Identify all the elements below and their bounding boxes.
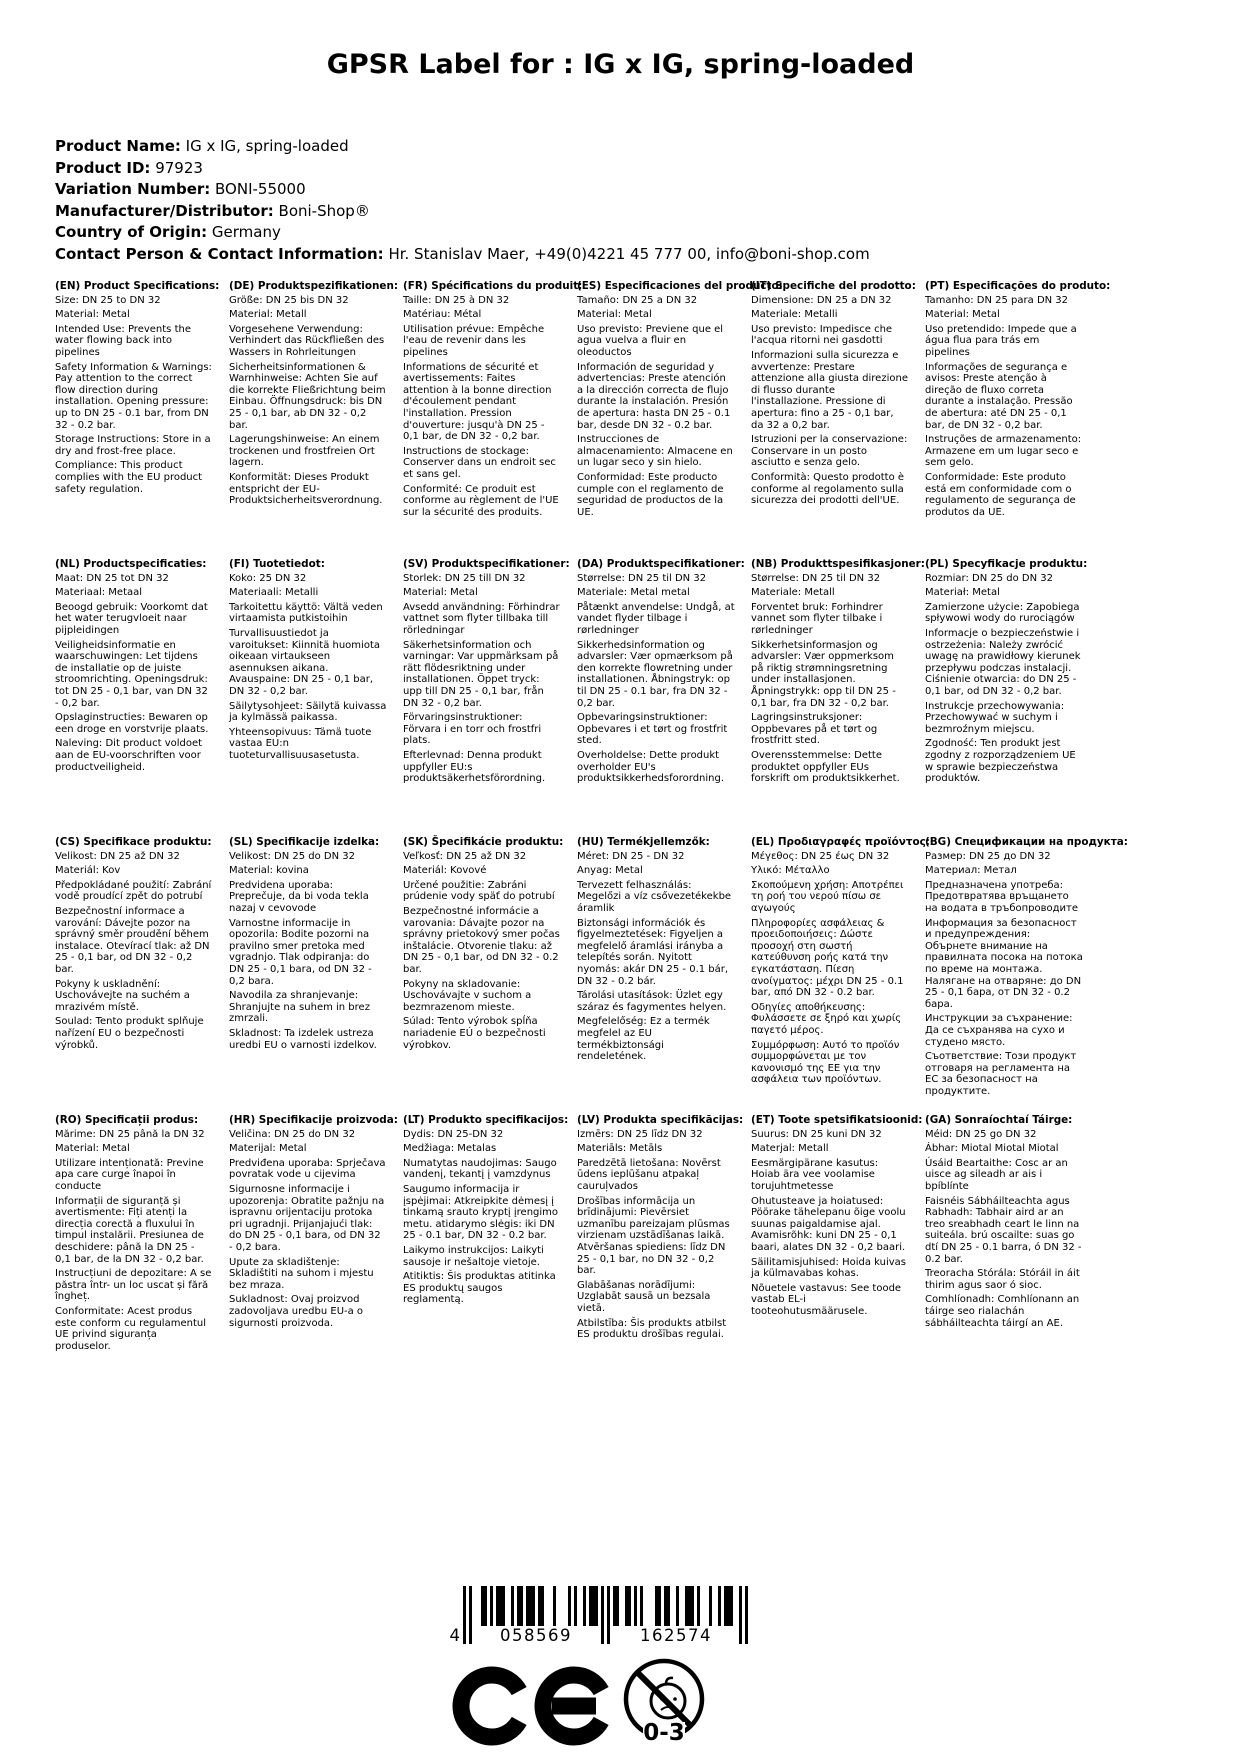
spec-paragraph: Material: Metal [403, 587, 478, 599]
spec-paragraph: Předpokládané použití: Zabrání vodě proudící zpět do potrubí [55, 879, 212, 903]
spec-title: (RO) Specificații produs: [55, 1114, 199, 1126]
spec-paragraph: Upute za skladištenje: Skladištiti na suhom i mjestu bez mraza. [229, 1256, 374, 1291]
spec-title: (EL) Προδιαγραφές προϊόντος: [751, 836, 930, 848]
spec-paragraph: Paredzētā lietošana: Novērst ūdens ieplūšanu atpakaļ cauruļvados [577, 1157, 721, 1192]
spec-paragraph: Naleving: Dit product voldoet aan de EU-voorschriften voor productveiligheid. [55, 738, 203, 773]
spec-block-sv [403, 558, 570, 837]
spec-paragraph: Bezpečnostné informácie a varovania: Dávajte pozor na správny prietokový smer počas inštalácie. Otvorenie tlaku: až DN 25 - 0,1 bar, od DN 32 - 0.2 bar. [403, 905, 560, 975]
spec-block-sk [403, 836, 564, 1115]
spec-paragraph: Yhteensopivuus: Tämä tuote vastaa EU:n tuoteturvallisuusasetusta. [229, 726, 372, 761]
spec-block-nl [55, 559, 213, 837]
product-info-value: Boni-Shop® [273, 201, 370, 220]
spec-paragraph: Sigurnosne informacije i upozorenja: Obratite pažnju na ispravnu orijentaciju protoka pri ugradnji. Prijanjajući tlak: do DN 25 - 0,1 bara, od DN 32 - 0,2 bara. [229, 1183, 385, 1253]
spec-paragraph: Συμμόρφωση: Αυτό το προϊόν συμμορφώνεται με τον κανονισμό της ΕΕ για την ασφάλεια των προϊόντων. [751, 1039, 900, 1086]
spec-block-da [577, 558, 745, 837]
spec-paragraph: Conformidade: Este produto está em conformidade com o regulamento de segurança de produtos da UE. [925, 471, 1076, 518]
product-info-line [55, 222, 870, 244]
spec-paragraph: Safety Information & Warnings: Pay attention to the correct flow direction during installation. Opening pressure: up to DN 25 - 0.1 bar, from DN 32 - 0.2 bar. [55, 361, 212, 431]
spec-paragraph: Πληροφορίες ασφάλειας & προειδοποιήσεις: Δώστε προσοχή στη σωστή κατεύθυνση ροής κατά την εγκατάσταση. Πίεση ανοίγματος: μέχρι DN 25 - 0.1 bar, από DN 32 - 0.2 bar. [751, 917, 904, 999]
product-info-line [55, 244, 870, 266]
spec-paragraph: Konformität: Dieses Produkt entspricht der EU-Produktsicherheitsverordnung. [229, 471, 383, 507]
product-info-label: Variation Number: [55, 180, 211, 198]
spec-paragraph: Glabāšanas norādījumi: Uzglabāt sausā un bezsala vietā. [577, 1279, 711, 1314]
spec-paragraph: Conformitate: Acest produs este conform cu regulamentul UE privind siguranța produselor. [55, 1305, 206, 1352]
spec-block-et [751, 1114, 923, 1393]
spec-title: (BG) Спецификации на продукта: [925, 836, 1128, 848]
spec-paragraph: Vorgesehene Verwendung: Verhindert das Rückfließen des Wassers in Rohrleitungen [229, 323, 385, 358]
spec-block-de [229, 280, 398, 559]
spec-paragraph: Sikkerhedsinformation og advarsler: Vær opmærksom på den korrekte flowretning under installationen. Åbningstryk: op til DN 25 - 0.1 bar, fra DN 32 - 0,2 bar. [577, 639, 733, 709]
spec-block-fi [229, 559, 387, 837]
spec-paragraph: Material: Metal [55, 309, 130, 321]
spec-paragraph: Numatytas naudojimas: Saugo vandenį, tekantį į vamzdynus [403, 1157, 557, 1181]
spec-paragraph: Conformidad: Este producto cumple con el reglamento de seguridad de productos de la UE. [577, 471, 724, 518]
spec-block-bg [925, 836, 1128, 1115]
spec-paragraph: Uso pretendido: Impede que a água flua para trás em pipelines [925, 323, 1077, 358]
spec-paragraph: Säilytysohjeet: Säilytä kuivassa ja kylmässä paikassa. [229, 700, 387, 724]
spec-paragraph: Οδηγίες αποθήκευσης: Φυλάσσετε σε ξηρό και χωρίς παγετό μέρος. [751, 1001, 902, 1036]
spec-paragraph: Avsedd användning: Förhindrar vattnet som flyter tillbaka till rörledningar [403, 601, 560, 636]
barcode-first-digit: 4 [449, 1626, 460, 1645]
spec-paragraph: Инструкции за съхранение: Да се съхранява на сухо и студено място. [925, 1013, 1073, 1048]
spec-paragraph: Materijal: Metal [229, 1143, 307, 1155]
spec-paragraph: Materiał: Metal [925, 587, 1000, 599]
spec-paragraph: Veľkosť: DN 25 až DN 32 [403, 850, 527, 862]
spec-paragraph: Материал: Метал [925, 865, 1017, 877]
spec-block-en [55, 280, 220, 559]
spec-paragraph: Materiál: Kovové [403, 865, 487, 877]
spec-block-hr [229, 1114, 398, 1393]
product-info-label: Product Name: [55, 137, 181, 155]
spec-paragraph: Bezpečnostní informace a varování: Dávejte pozor na správný směr proudění během instalace. Otevírací tlak: až DN 25 - 0,1 bar, od DN 32 - 0,2 bar. [55, 905, 210, 975]
spec-block-ro [55, 1115, 213, 1393]
spec-paragraph: Material: Metal [577, 309, 652, 321]
page-title: GPSR Label for : IG x IG, spring-loaded [326, 49, 915, 80]
spec-paragraph: Material: Metal [55, 1143, 130, 1155]
spec-paragraph: Určené použitie: Zabráni prúdenie vody späť do potrubí [403, 879, 555, 903]
spec-paragraph: Nõuetele vastavus: See toode vastab EL-i tooteohutusmäärusele. [751, 1282, 902, 1317]
spec-paragraph: Pokyny k uskladnění: Uschovávejte na suchém a mrazivém místě. [55, 978, 190, 1013]
spec-paragraph: Instructions de stockage: Conserver dans un endroit sec et sans gel. [403, 445, 556, 480]
spec-paragraph: Størrelse: DN 25 til DN 32 [577, 572, 707, 584]
spec-paragraph: Informazioni sulla sicurezza e avvertenze: Prestare attenzione alla giusta direzione di flusso durante l'installazione. Pressione di apertura: fino a 25 - 0,1 bar, da 32 a 0,2 bar. [751, 349, 908, 431]
spec-paragraph: Tamaño: DN 25 a DN 32 [577, 294, 698, 306]
spec-paragraph: Σκοπούμενη χρήση: Αποτρέπει τη ροή του νερού πίσω σε αγωγούς [751, 879, 904, 914]
spec-title: (ES) Especificaciones del producto: [577, 280, 783, 292]
spec-paragraph: Soulad: Tento produkt splňuje nařízení EU o bezpečnosti výrobků. [55, 1016, 204, 1051]
product-info-value: Hr. Stanislav Maer, +49(0)4221 45 777 00, info@boni-shop.com [383, 244, 870, 263]
spec-paragraph: Materiale: Metalli [751, 309, 838, 321]
spec-paragraph: Turvallisuustiedot ja varoitukset: Kiinnitä huomiota oikeaan virtaukseen asennuksen aikana. Avauspaine: DN 25 - 0,1 bar, DN 32 - 0,2 bar. [229, 627, 380, 697]
spec-paragraph: Zamierzone użycie: Zapobiega spływowi wody do rurociągów [925, 601, 1080, 625]
spec-title: (SK) Špecifikácie produktu: [403, 836, 564, 848]
spec-block-nb [751, 558, 925, 837]
product-info-line [55, 201, 870, 223]
spec-paragraph: Predviđena uporaba: Sprječava povratak vode u cijevima [229, 1157, 386, 1181]
product-info-value: IG x IG, spring-loaded [180, 137, 349, 155]
spec-paragraph: Beoogd gebruik: Voorkomt dat het water terugvloeit naar pijpleidingen [55, 601, 208, 636]
spec-paragraph: Instrucciones de almacenamiento: Almacene en un lugar seco y sin hielo. [577, 434, 733, 469]
product-info-label: Contact Person & Contact Information: [55, 244, 384, 263]
spec-title: (IT) Specifiche del prodotto: [751, 280, 916, 292]
spec-paragraph: Tarkoitettu käyttö: Vältä veden virtaamista putkistoihin [229, 601, 383, 625]
spec-paragraph: Koko: 25 DN 32 [229, 572, 307, 584]
spec-paragraph: Предназначена употреба: Предотвратява връщането на водата в тръбопроводите [925, 879, 1079, 914]
spec-paragraph: Anyag: Metal [577, 865, 643, 877]
spec-title: (ET) Toote spetsifikatsioonid: [751, 1114, 923, 1126]
spec-title: (SL) Specifikacije izdelka: [229, 836, 380, 848]
spec-paragraph: Zgodność: Ten produkt jest zgodny z rozporządzeniem UE w sprawie bezpieczeństwa produktów. [925, 738, 1076, 785]
barcode-left-group: 058569 [500, 1626, 572, 1645]
spec-title: (PT) Especificações do produto: [925, 280, 1111, 292]
spec-paragraph: Forventet bruk: Forhindrer vannet som flyter tilbake i rørledninger [751, 601, 883, 636]
spec-paragraph: Materiāls: Metāls [577, 1143, 663, 1155]
spec-paragraph: Информация за безопасност и предупреждения: Обърнете внимание на правилната посока на потока по време на монтажа. Налягане на отваряне: до DN 25 - 0,1 бара, от DN 32 - 0.2 бара. [925, 917, 1083, 1010]
spec-title: (DA) Produktspecifikationer: [577, 558, 745, 570]
spec-paragraph: Opslaginstructies: Bewaren op een droge en vorstvrije plaats. [55, 712, 209, 735]
spec-paragraph: Rozmiar: DN 25 do DN 32 [925, 572, 1053, 584]
age-warning-label: 0-3 [643, 1720, 685, 1746]
spec-paragraph: Размер: DN 25 до DN 32 [925, 850, 1051, 862]
spec-paragraph: Størrelse: DN 25 til DN 32 [751, 572, 881, 584]
product-info-value: 97923 [150, 158, 203, 177]
spec-paragraph: Predvidena uporaba: Preprečuje, da bi voda tekla nazaj v cevovode [229, 879, 369, 914]
spec-paragraph: Opbevaringsinstruktioner: Opbevares i et tørt og frostfrit sted. [577, 712, 728, 747]
barcode-right-group: 162574 [640, 1626, 712, 1645]
spec-block-pl [925, 558, 1088, 837]
spec-block-lt [403, 1114, 569, 1393]
spec-paragraph: Matériau: Métal [403, 309, 482, 321]
spec-paragraph: Ohutusteave ja hoiatused: Pöörake tähelepanu õige voolu suunas paigaldamise ajal. Avamisrõhk: kuni DN 25 - 0,1 baari, alates DN 32 - 0,2 baari. [751, 1195, 906, 1253]
spec-paragraph: Laikymo instrukcijos: Laikyti sausoje ir nešaltoje vietoje. [403, 1244, 544, 1268]
spec-paragraph: Materjal: Metall [751, 1143, 829, 1155]
spec-paragraph: Informations de sécurité et avertissements: Faites attention à la bonne direction d'écoulement pendant l'installation. Pression d'ouverture: jusqu'à DN 25 - 0,1 bar, de DN 32 - 0,2 bar. [403, 361, 552, 443]
spec-paragraph: Instrucțiuni de depozitare: A se păstra într- un loc uscat și fără îngheț. [55, 1268, 212, 1303]
spec-paragraph: Eesmärgipärane kasutus: Hoiab ära vee voolamise torujuhtmetesse [751, 1157, 879, 1192]
spec-paragraph: Größe: DN 25 bis DN 32 [229, 294, 349, 306]
spec-paragraph: Taille: DN 25 à DN 32 [403, 294, 510, 306]
compliance-marks [452, 1656, 752, 1751]
spec-paragraph: Velikost: DN 25 do DN 32 [229, 850, 355, 862]
product-info-label: Manufacturer/Distributor: [55, 201, 274, 220]
spec-paragraph: Compliance: This product complies with the EU product safety regulation. [55, 460, 203, 495]
spec-paragraph: Izmērs: DN 25 līdz DN 32 [577, 1128, 703, 1140]
spec-paragraph: Faisnéis Sábháilteachta agus Rabhadh: Tabhair aird ar an treo sreabhadh ceart le linn na suiteála. brú oscailte: suas go dtí DN 25 - 0.1 barra, ó DN 32 - 0.2 bar. [925, 1195, 1082, 1265]
spec-paragraph: Suurus: DN 25 kuni DN 32 [751, 1128, 882, 1140]
spec-paragraph: Veličina: DN 25 do DN 32 [229, 1128, 356, 1140]
ce-mark-icon [452, 1664, 612, 1748]
spec-paragraph: Skladnost: Ta izdelek ustreza uredbi EU o varnosti izdelkov. [229, 1027, 377, 1051]
spec-paragraph: Instruções de armazenamento: Armazene em um lugar seco e sem gelo. [925, 434, 1082, 469]
spec-paragraph: Utilizare intenționată: Previne apa care curge înapoi în conducte [55, 1157, 204, 1192]
spec-paragraph: Lagringsinstruksjoner: Oppbevares på et tørt og frostfritt sted. [751, 712, 878, 747]
product-info-label: Product ID: [55, 158, 151, 177]
spec-block-cs [55, 837, 213, 1115]
spec-paragraph: Tamanho: DN 25 para DN 32 [925, 294, 1069, 306]
spec-paragraph: Material: kovina [229, 865, 309, 877]
spec-paragraph: Comhlíonadh: Comhlíonann an táirge seo rialachán sábháilteachta táirgí an AE. [925, 1294, 1080, 1329]
spec-title: (GA) Sonraíochtaí Táirge: [925, 1114, 1073, 1126]
spec-paragraph: Istruzioni per la conservazione: Conservare in un posto asciutto e senza gelo. [751, 434, 908, 469]
spec-paragraph: Materiaal: Metaal [55, 587, 143, 599]
spec-paragraph: Uso previsto: Impedisce che l'acqua ritorni nei gasdotti [751, 323, 893, 347]
spec-block-el [751, 836, 930, 1115]
spec-paragraph: Materiale: Metall [751, 587, 835, 599]
spec-paragraph: Förvaringsinstruktioner: Förvara i en torr och frostfri plats. [403, 712, 542, 747]
spec-paragraph: Μέγεθος: DN 25 έως DN 32 [751, 850, 890, 862]
spec-paragraph: Sukladnost: Ovaj proizvod zadovoljava uredbu EU-a o sigurnosti proizvoda. [229, 1294, 364, 1329]
spec-paragraph: Lagerungshinweise: An einem trockenen und frostfreien Ort lagern. [229, 434, 380, 469]
spec-block-es [577, 280, 783, 559]
spec-paragraph: Drošības informācija un brīdinājumi: Pievērsiet uzmanību pareizajam plūsmas virzienam uzstādīšanas laikā. Atvēršanas spiediens: līdz DN 25 - 0,1 bar, no DN 32 - 0,2 bar. [577, 1195, 730, 1277]
spec-title: (DE) Produktspezifikationen: [229, 280, 398, 292]
spec-title: (HR) Specifikacije proizvoda: [229, 1114, 398, 1126]
spec-paragraph: Conformité: Ce produit est conforme au règlement de l'UE sur la sécurité des produits. [403, 483, 559, 518]
spec-paragraph: Úsáid Beartaithe: Cosc ar an uisce ag sileadh ar ais i bpíblínte [925, 1157, 1068, 1192]
spec-paragraph: Storage Instructions: Store in a dry and frost-free place. [55, 434, 211, 457]
spec-title: (LV) Produkta specifikācijas: [577, 1114, 744, 1126]
spec-title: (NB) Produkttspesifikasjoner: [751, 558, 925, 570]
language-specs-grid [55, 280, 1128, 1393]
spec-paragraph: Biztonsági információk és figyelmeztetések: Figyeljen a megfelelő áramlási irányba a telepítés során. Nyitott nyomás: akár DN 25 - 0.1 bár, DN 32 - 0.2 bár. [577, 917, 729, 987]
barcode [440, 1586, 752, 1656]
spec-paragraph: Ábhar: Miotal Miotal Miotal [925, 1143, 1059, 1155]
spec-paragraph: Megfelelőség: Ez a termék megfelel az EU termékbiztonsági rendeletének. [577, 1016, 710, 1063]
spec-paragraph: Navodila za shranjevanje: Shranjujte na suhem in brez zmrzali. [229, 990, 370, 1025]
spec-title: (FR) Spécifications du produit: [403, 280, 583, 292]
product-info-label: Country of Origin: [55, 223, 208, 241]
spec-paragraph: Méret: DN 25 - DN 32 [577, 850, 685, 862]
spec-paragraph: Mărime: DN 25 până la DN 32 [55, 1128, 205, 1140]
spec-paragraph: Súlad: Tento výrobok spĺňa nariadenie EÚ o bezpečnosti výrobkov. [403, 1016, 546, 1051]
spec-paragraph: Sikkerhetsinformasjon og advarsler: Vær oppmerksom på riktig strømningsretning under installasjonen. Åpningstrykk: opp til DN 25 - 0,1 bar, fra DN 32 - 0,2 bar. [751, 639, 896, 709]
spec-paragraph: Påtænkt anvendelse: Undgå, at vandet flyder tilbage i rørledninger [577, 601, 735, 636]
spec-paragraph: Pokyny na skladovanie: Uschovávajte v suchom a bezmrazenom mieste. [403, 978, 532, 1013]
spec-paragraph: Säilitamisjuhised: Hoida kuivas ja külmavabas kohas. [751, 1256, 907, 1280]
spec-paragraph: Materiaali: Metalli [229, 587, 319, 599]
spec-block-fr [403, 280, 583, 559]
spec-paragraph: Efterlevnad: Denna produkt uppfyller EU:s produktsäkerhetsförordning. [403, 749, 546, 785]
spec-paragraph: Materiale: Metal metal [577, 587, 690, 599]
spec-title: (LT) Produkto specifikacijos: [403, 1114, 569, 1126]
spec-block-it [751, 280, 916, 559]
spec-paragraph: Maat: DN 25 tot DN 32 [55, 572, 169, 584]
spec-paragraph: Atitiktis: Šis produktas atitinka ES produktų saugos reglamentą. [403, 1271, 556, 1306]
spec-title: (NL) Productspecificaties: [55, 558, 207, 570]
spec-paragraph: Medžiaga: Metalas [403, 1143, 497, 1155]
product-info-line [55, 136, 870, 158]
spec-block-sl [229, 837, 387, 1115]
spec-paragraph: Υλικό: Μέταλλο [751, 865, 830, 877]
spec-title: (CS) Specifikace produktu: [55, 836, 212, 848]
spec-paragraph: Méid: DN 25 go DN 32 [925, 1128, 1037, 1140]
spec-paragraph: Dydis: DN 25-DN 32 [403, 1128, 504, 1140]
spec-block-ga [925, 1115, 1083, 1393]
spec-paragraph: Tárolási utasítások: Üzlet egy száraz és fagymentes helyen. [577, 990, 727, 1013]
spec-title: (PL) Specyfikacje produktu: [925, 558, 1088, 570]
product-info-value: Germany [207, 223, 281, 241]
spec-paragraph: Instrukcje przechowywania: Przechowywać w suchym i bezmroźnym miejscu. [925, 700, 1065, 735]
spec-paragraph: Informações de segurança e avisos: Preste atenção à direção de fluxo correta durante a instalação. Pressão de abertura: até DN 25 - 0,1 bar, de DN 32 - 0,2 bar. [925, 361, 1073, 431]
spec-paragraph: Treoracha Stórála: Stóráil in áit thirim agus saor ó sioc. [925, 1268, 1080, 1291]
spec-paragraph: Säkerhetsinformation och varningar: Var uppmärksam på rätt flödesriktning under installationen. Öppet tryck: upp till DN 25 - 0,1 bar, från DN 32 - 0,2 bar. [403, 639, 559, 709]
spec-paragraph: Atbilstība: Šis produkts atbilst ES produktu drošības regulai. [577, 1317, 727, 1341]
spec-block-lv [577, 1114, 744, 1393]
spec-title: (FI) Tuotetiedot: [229, 558, 325, 570]
spec-paragraph: Material: Metall [229, 309, 307, 321]
spec-paragraph: Overensstemmelse: Dette produktet oppfyller EUs forskrift om produktsikkerhet. [751, 749, 900, 785]
spec-paragraph: Saugumo informacija ir įspėjimai: Atkreipkite dėmesį į tinkamą srauto kryptį įrengimo metu. atidarymo slėgis: iki DN 25 - 0.1 bar, DN 32 - 0.2 bar. [403, 1183, 559, 1242]
spec-title: (HU) Termékjellemzők: [577, 836, 710, 848]
spec-block-pt [925, 280, 1111, 559]
product-info-line [55, 158, 870, 180]
spec-paragraph: Velikost: DN 25 až DN 32 [55, 850, 180, 862]
spec-paragraph: Informații de siguranță și avertismente: Fiți atenți la direcția corectă a fluxului în timpul instalării. Presiunea de deschidere: până la DN 25 - 0,1 bar, de la DN 32 - 0,2 bar. [55, 1195, 204, 1265]
spec-paragraph: Utilisation prévue: Empêche l'eau de revenir dans les pipelines [403, 323, 545, 358]
spec-paragraph: Información de seguridad y advertencias: Preste atención a la dirección correcta de flujo durante la instalación. Presión de apertura: hasta DN 25 - 0.1 bar, desde DN 32 - 0.2 bar. [577, 361, 731, 431]
spec-paragraph: Size: DN 25 to DN 32 [55, 294, 161, 306]
spec-paragraph: Material: Metal [925, 309, 1000, 321]
spec-paragraph: Intended Use: Prevents the water flowing back into pipelines [55, 323, 191, 358]
spec-paragraph: Conformità: Questo prodotto è conforme al regolamento sulla sicurezza dei prodotti dell'UE. [751, 471, 905, 507]
spec-paragraph: Tervezett felhasználás: Megelőzi a víz csővezetékekbe áramlik [577, 879, 732, 914]
spec-paragraph: Veiligheidsinformatie en waarschuwingen: Let tijdens de installatie op de juiste stroomrichting. Openingsdruk: tot DN 25 - 0,1 bar, van DN 32 - 0,2 bar. [55, 639, 208, 709]
product-info-value: BONI-55000 [210, 180, 306, 198]
spec-title: (EN) Product Specifications: [55, 280, 220, 292]
spec-paragraph: Uso previsto: Previene que el agua vuelva a fluir en oleoductos [577, 323, 724, 358]
product-info-block [55, 136, 870, 265]
spec-paragraph: Informacje o bezpieczeństwie i ostrzeżenia: Należy zwrócić uwagę na prawidłowy kierunek przepływu podczas instalacji. Ciśnienie otwarcia: do DN 25 - 0,1 bar, od DN 32 - 0,2 bar. [925, 627, 1081, 697]
spec-paragraph: Съответствие: Този продукт отговаря на регламента на ЕС за безопасност на продуктите. [925, 1051, 1077, 1097]
spec-paragraph: Dimensione: DN 25 a DN 32 [751, 294, 892, 306]
spec-block-hu [577, 837, 735, 1115]
age-warning-icon [622, 1656, 706, 1746]
spec-paragraph: Varnostne informacije in opozorila: Bodite pozorni na pravilno smer pretoka med vgradnjo. Tlak odpiranja: do DN 25 - 0,1 bara, od DN 32 - 0,2 bara. [229, 917, 372, 987]
spec-paragraph: Sicherheitsinformationen & Warnhinweise: Achten Sie auf die korrekte Fließrichtung beim Einbau. Öffnungsdruck: bis DN 25 - 0,1 bar, ab DN 32 - 0,2 bar. [229, 361, 386, 431]
product-info-line [55, 179, 870, 201]
spec-paragraph: Materiál: Kov [55, 865, 121, 877]
spec-paragraph: Overholdelse: Dette produkt overholder EU's produktsikkerhedsforordning. [577, 749, 725, 785]
spec-title: (SV) Produktspecifikationer: [403, 558, 570, 570]
spec-paragraph: Storlek: DN 25 till DN 32 [403, 572, 526, 584]
